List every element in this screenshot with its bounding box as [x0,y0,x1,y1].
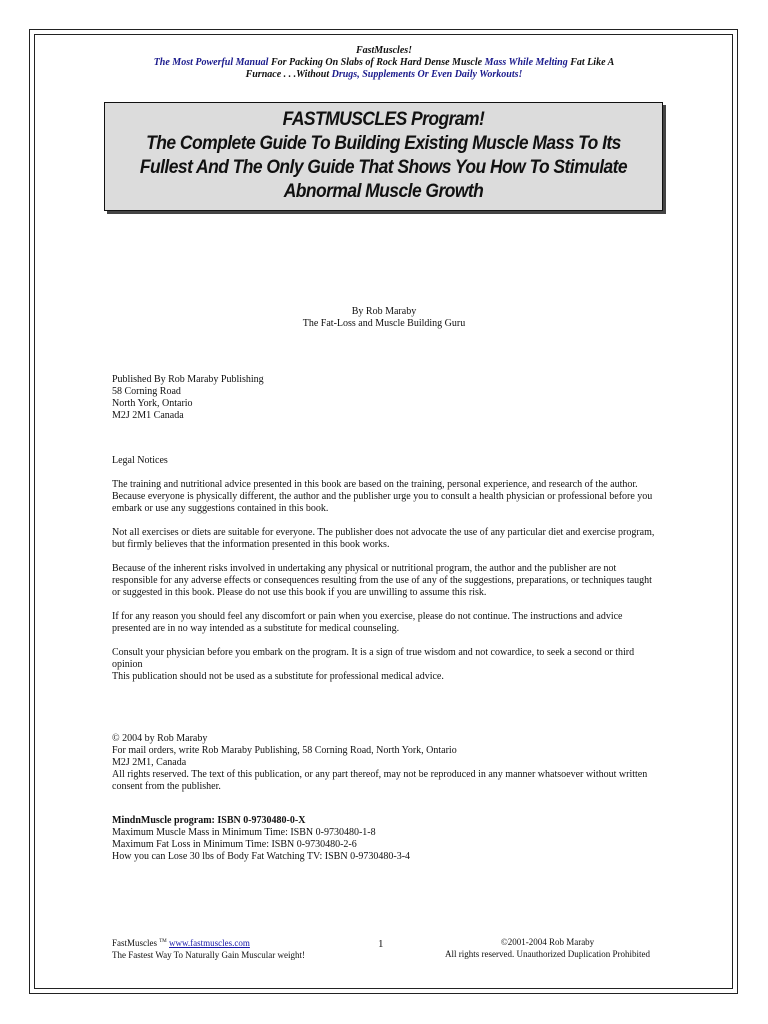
byline [0,306,768,330]
footer-rights: All rights reserved. Unauthorized Duplication Prohibited [445,949,650,959]
footer-copyright: ©2001-2004 Rob Maraby [500,937,595,947]
copyright-line: All rights reserved. The text of this publication, or any part thereof, may not be reproduced in any manner whatsoever without written consent from the publisher. [112,769,648,792]
isbn-item: How you can Lose 30 lbs of Body Fat Watching TV: ISBN 0-9730480-3-4 [112,851,411,862]
title-line: Abnormal Muscle Growth [283,181,484,202]
header-tagline-line2 [0,69,768,81]
publisher-address [112,374,264,422]
footer-right [445,936,650,960]
legal-paragraph: Consult your physician before you embark on the program. It is a sign of true wisdom and not cowardice, to seek a second or third opinion [112,647,635,670]
legal-notices [112,455,657,683]
footer-left [112,936,305,961]
legal-heading: Legal Notices [112,455,168,466]
address-line: North York, Ontario [112,398,193,409]
footer-brand: FastMuscles [112,938,157,948]
page-number: 1 [378,938,384,950]
address-line: 58 Corning Road [112,386,181,397]
title-line: FASTMUSCLES Program! [282,109,485,130]
legal-paragraph: If for any reason you should feel any discomfort or pain when you exercise, please do not continue. The instructions and advice presented are in no way intended as a substitute for medical counseling. [112,611,623,634]
address-line: M2J 2M1 Canada [112,410,184,421]
legal-paragraph: Not all exercises or diets are suitable for everyone. The publisher does not advocate the use of any particular diet and exercise program, but firmly believes that the information presented in this book works. [112,527,655,550]
legal-paragraph: Because of the inherent risks involved in undertaking any physical or nutritional program, the author and the publisher are not responsible for any adverse effects or consequences resulting from the use of any of the suggestions, preparations, or techniques taught or suggested in this book. Please do not use this book if you are unwilling to assume this risk. [112,563,652,598]
address-line: Published By Rob Maraby Publishing [112,374,264,385]
tagline-part: The Most Powerful Manual [153,57,269,68]
legal-closing: This publication should not be used as a substitute for professional medical advice. [112,671,444,682]
author-subtitle: The Fat-Loss and Muscle Building Guru [302,318,466,329]
title-line: The Complete Guide To Building Existing Muscle Mass To Its [146,133,621,154]
title-box [104,102,663,211]
title-line: Fullest And The Only Guide That Shows You How To Stimulate [139,157,628,178]
isbn-item: Maximum Fat Loss in Minimum Time: ISBN 0-9730480-2-6 [112,839,357,850]
legal-paragraph: The training and nutritional advice presented in this book are based on the training, personal experience, and research of the author. Because everyone is physically different, the author and the publisher urge you to consult a health physician or professional before you embark or use any suggestions contained in this book. [112,479,653,514]
page-header [0,45,768,81]
header-tagline-line1 [0,57,768,69]
copyright-line: M2J 2M1, Canada [112,757,187,768]
isbn-list [112,815,410,863]
tagline-part: For Packing On Slabs of Rock Hard Dense Muscle [270,57,483,68]
tagline-part: Drugs, Supplements Or Even Daily Workouts! [331,69,523,80]
tagline-part: Mass While Melting [484,57,568,68]
copyright-line: © 2004 by Rob Maraby [112,733,208,744]
footer-url-link[interactable]: www.fastmuscles.com [169,938,250,948]
copyright-block [112,733,672,793]
author-name: By Rob Maraby [351,306,417,317]
footer-slogan: The Fastest Way To Naturally Gain Muscular weight! [112,950,306,960]
isbn-item: Maximum Muscle Mass in Minimum Time: ISBN 0-9730480-1-8 [112,827,376,838]
trademark-mark: TM [159,939,167,944]
tagline-part: Fat Like A [570,57,615,68]
tagline-part: Furnace . . .Without [245,69,330,80]
copyright-line: For mail orders, write Rob Maraby Publishing, 58 Corning Road, North York, Ontario [112,745,457,756]
header-brand: FastMuscles! [355,45,413,56]
isbn-main: MindnMuscle program: ISBN 0-9730480-0-X [112,815,306,826]
